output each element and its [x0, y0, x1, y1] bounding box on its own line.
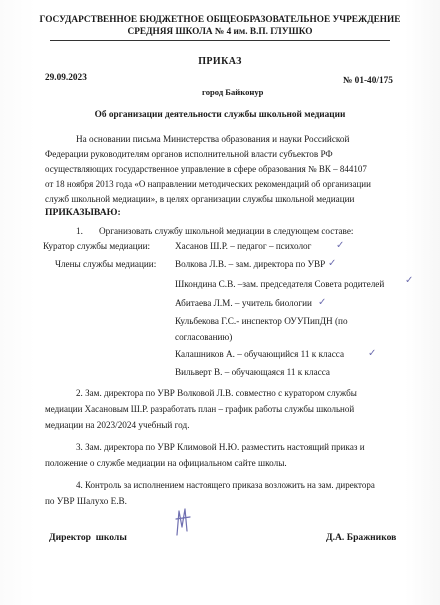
basis-line: от 18 ноября 2013 года «О направлении методических рекомендаций об организации	[45, 179, 371, 189]
document-title: ПРИКАЗ	[198, 56, 242, 67]
item-3-line: 3. Зам. директора по УВР Климовой Н.Ю. разместить настоящий приказ и	[76, 442, 365, 452]
curator-label: Куратор службы медиации:	[43, 241, 151, 251]
basis-line: осуществляющих государственное управление в сфере образования № ВК – 844107	[45, 164, 367, 174]
signatory-position: Директор школы	[49, 532, 127, 543]
signatory-name: Д.А. Бражников	[326, 532, 397, 543]
item-2-line: медиации Хасановым Ш.Р. разработать план – график работы службы школьной	[45, 404, 355, 414]
handwritten-signature-icon	[173, 505, 195, 537]
order-word: ПРИКАЗЫВАЮ:	[45, 207, 121, 218]
member-item: согласованию)	[175, 332, 233, 342]
check-mark-icon: ✓	[405, 275, 414, 286]
document-city: город Байконур	[202, 87, 264, 97]
member-item: Вильверт В. – обучающаяся 11 к класса	[175, 367, 331, 377]
basis-line: Федерации руководителям органов исполнительной власти субъектов РФ	[45, 149, 333, 159]
organization-name-line2: СРЕДНЯЯ ШКОЛА № 4 им. В.П. ГЛУШКО	[127, 27, 313, 37]
members-label: Члены службы медиации:	[55, 259, 157, 269]
item-2-line: 2. Зам. директора по УВР Волковой Л.В. совместно с куратором службы	[76, 388, 357, 398]
member-item: Кульбекова Г.С.- инспектор ОУУПипДН (по	[175, 316, 348, 326]
organization-name-line1: ГОСУДАРСТВЕННОЕ БЮДЖЕТНОЕ ОБЩЕОБРАЗОВАТЕЛЬНОЕ УЧРЕЖДЕНИЕ	[39, 15, 401, 25]
item-4-line: по УВР Шалухо Е.В.	[45, 496, 127, 506]
member-item: Абитаева Л.М. – учитель биологии	[175, 298, 312, 308]
basis-line: На основании письма Министерства образования и науки Российской	[76, 134, 350, 144]
basis-line: служб школьной медиации», в целях организации службы школьной медиации	[45, 194, 355, 204]
item-1-text: 1. Организовать службу школьной медиации в следующем составе:	[76, 226, 354, 236]
document-date: 29.09.2023	[45, 73, 87, 83]
member-item: Шкондина С.В. –зам. председателя Совета родителей	[175, 279, 385, 289]
member-item: Калашников А. – обучающийся 11 к класса	[175, 349, 345, 359]
curator-value: Хасанов Ш.Р. – педагог – психолог	[175, 241, 312, 251]
document-number: № 01-40/175	[343, 76, 393, 86]
document-subject: Об организации деятельности службы школьной медиации	[94, 110, 346, 120]
member-item: Волкова Л.В. – зам. директора по УВР	[175, 259, 326, 269]
header-divider	[50, 40, 390, 41]
item-3-line: положение о службе медиации на официальном сайте школы.	[45, 458, 287, 468]
item-2-line: медиации на 2023/2024 учебный год.	[45, 420, 190, 430]
item-4-line: 4. Контроль за исполнением настоящего приказа возложить на зам. директора	[76, 480, 375, 490]
check-mark-icon: ✓	[336, 240, 345, 251]
check-mark-icon: ✓	[328, 258, 337, 269]
check-mark-icon: ✓	[368, 348, 377, 359]
check-mark-icon: ✓	[318, 297, 327, 308]
